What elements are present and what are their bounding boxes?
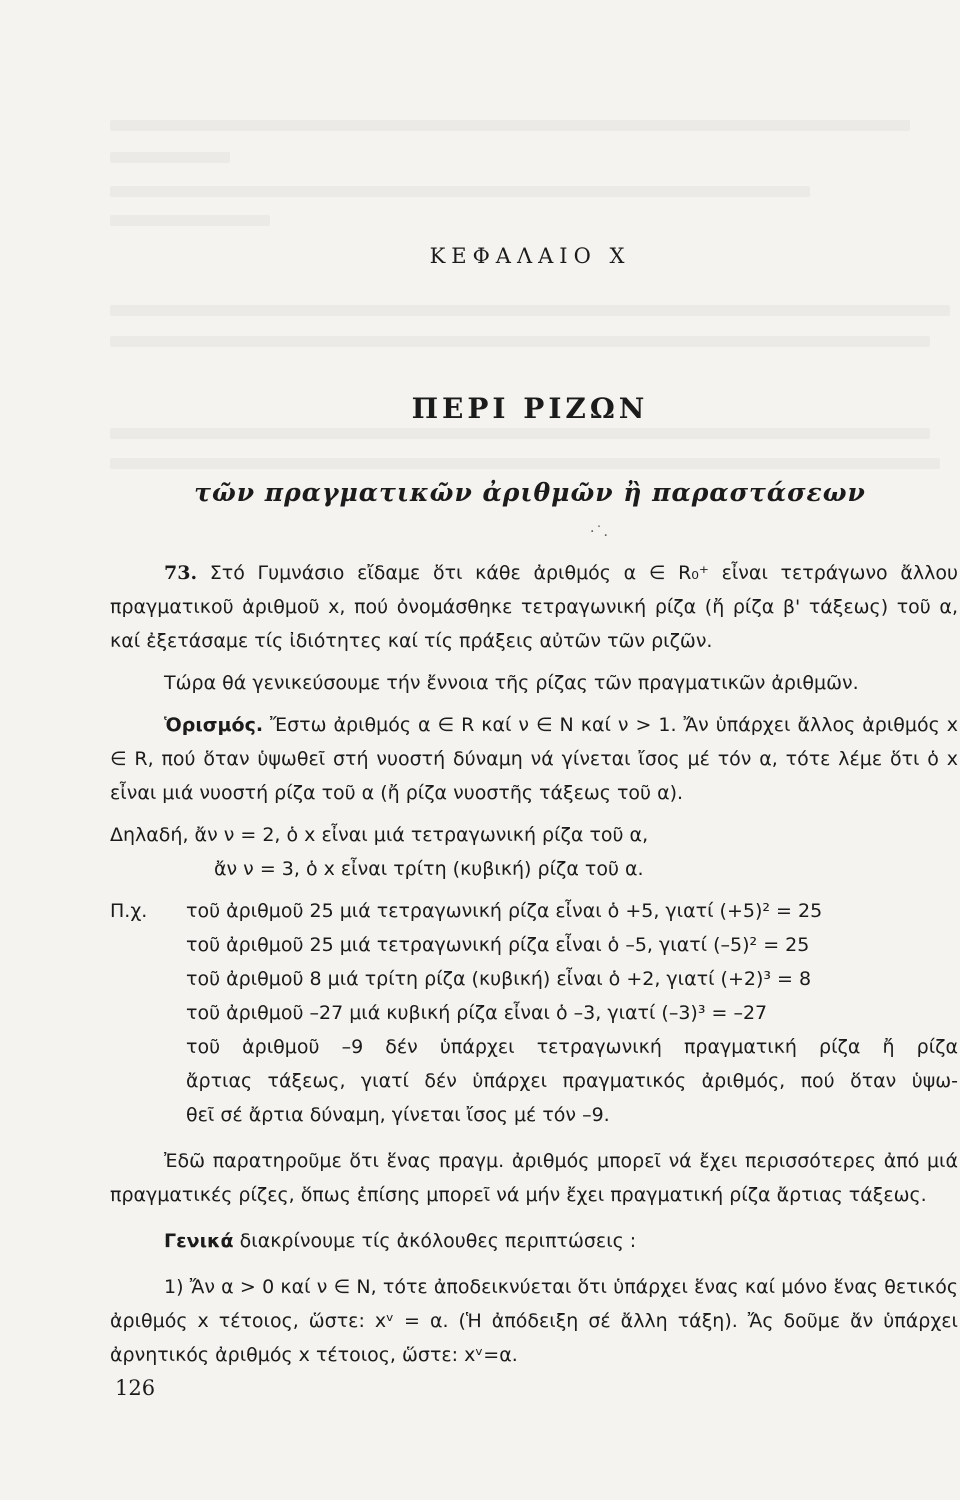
definition-paragraph (110, 708, 958, 810)
bleed-through-mark (110, 120, 910, 131)
definition-line-square: Δηλαδή, ἄν ν = 2, ὁ x εἶναι μιά τετραγωνική ρίζα τοῦ α, (110, 824, 649, 846)
example-line: τοῦ ἀριθμοῦ 25 μιά τετραγωνική ρίζα εἶναι ὁ +5, γιατί (+5)² = 25 (186, 900, 823, 922)
general-cases-paragraph (110, 1224, 958, 1258)
example-line: θεῖ σέ ἄρτια δύναμη, γίνεται ἴσος μέ τόν –9. (186, 1104, 610, 1126)
bleed-through-mark (110, 305, 950, 316)
print-speck: ·˙. (590, 524, 609, 540)
definition-text: Ἔστω ἀριθμός α ∈ R καί ν ∈ N καί ν > 1. Ἄν ὑπάρχει ἄλλος ἀριθμός x ∈ R, πού ὅταν ὑψωθεῖ στή νυοστή δύναμη νά γίνεται ἴσος μέ τόν α, τότε λέμε ὅτι ὁ x εἶναι μιά νυοστή ρίζα τοῦ α (ἤ ρίζα νυοστῆς τάξεως τοῦ α). (110, 714, 958, 804)
example-line: τοῦ ἀριθμοῦ 8 μιά τρίτη ρίζα (κυβική) εἶναι ὁ +2, γιατί (+2)³ = 8 (186, 968, 812, 990)
definition-clarification (110, 818, 958, 886)
example-line: ἄρτιας τάξεως, γιατί δέν ὑπάρχει πραγματικός ἀριθμός, πού ὅταν ὑψω- (186, 1070, 958, 1092)
page-subtitle: τῶν πραγματικῶν ἀριθμῶν ἢ παραστάσεων (194, 478, 866, 507)
bleed-through-mark (110, 428, 930, 439)
general-text: διακρίνουμε τίς ἀκόλουθες περιπτώσεις : (239, 1230, 637, 1252)
example-line: τοῦ ἀριθμοῦ –27 μιά κυβική ρίζα εἶναι ὁ –3, γιατί (–3)³ = –27 (186, 1002, 768, 1024)
main-text (110, 556, 958, 1372)
bleed-through-mark (110, 215, 270, 226)
general-label: Γενικά (164, 1230, 234, 1252)
section-intro-text: Στό Γυμνάσιο εἴδαμε ὅτι κάθε ἀριθμός α ∈ R₀⁺ εἶναι τετράγωνο ἄλλου πραγματικοῦ ἀριθμοῦ x, πού ὀνομάσθηκε τετραγωνική ρίζα (ἤ ρίζα β' τάξεως) τοῦ α, καί ἐξετάσαμε τίς ἰδιότητες καί τίς πράξεις αὐτῶν τῶν ριζῶν. (110, 562, 958, 652)
definition-line-cube: ἄν ν = 3, ὁ x εἶναι τρίτη (κυβική) ρίζα τοῦ α. (214, 858, 644, 880)
page-title: ΠΕΡΙ ΡΙΖΩΝ (411, 392, 649, 425)
section-number: 73. (164, 562, 198, 584)
section-intro-paragraph (110, 556, 958, 658)
example-line: τοῦ ἀριθμοῦ 25 μιά τετραγωνική ρίζα εἶναι ὁ –5, γιατί (–5)² = 25 (186, 934, 810, 956)
generalize-paragraph: Τώρα θά γενικεύσουμε τήν ἔννοια τῆς ρίζας τῶν πραγματικῶν ἀριθμῶν. (164, 672, 859, 694)
observation-paragraph: Ἐδῶ παρατηροῦμε ὅτι ἕνας πραγμ. ἀριθμός μπορεῖ νά ἔχει περισσότερες ἀπό μιά πραγματικές ρίζες, ὅπως ἐπίσης μπορεῖ νά μήν ἔχει πραγματική ρίζα ἄρτιας τάξεως. (110, 1150, 958, 1206)
page-number: 126 (115, 1376, 156, 1400)
bleed-through-mark (110, 458, 940, 469)
examples-block (110, 894, 958, 1132)
bleed-through-mark (110, 152, 230, 163)
bleed-through-mark (110, 186, 810, 197)
definition-label: Ὁρισμός. (164, 714, 264, 736)
chapter-heading: ΚΕΦΑΛΑΙΟ Χ (429, 244, 631, 268)
examples-label: Π.χ. (110, 900, 148, 922)
bleed-through-mark (110, 336, 930, 347)
case-one-paragraph: 1) Ἄν α > 0 καί ν ∈ N, τότε ἀποδεικνύεται ὅτι ὑπάρχει ἕνας καί μόνο ἕνας θετικός ἀριθμός x τέτοιος, ὥστε: xᵛ = α. (Ἡ ἀπόδειξη σέ ἄλλη τάξη). Ἄς δοῦμε ἄν ὑπάρχει ἀρνητικός ἀριθμός x τέτοιος, ὥστε: xᵛ=α. (110, 1276, 958, 1366)
example-line: τοῦ ἀριθμοῦ –9 δέν ὑπάρχει τετραγωνική πραγματική ρίζα ἤ ρίζα (186, 1036, 958, 1058)
